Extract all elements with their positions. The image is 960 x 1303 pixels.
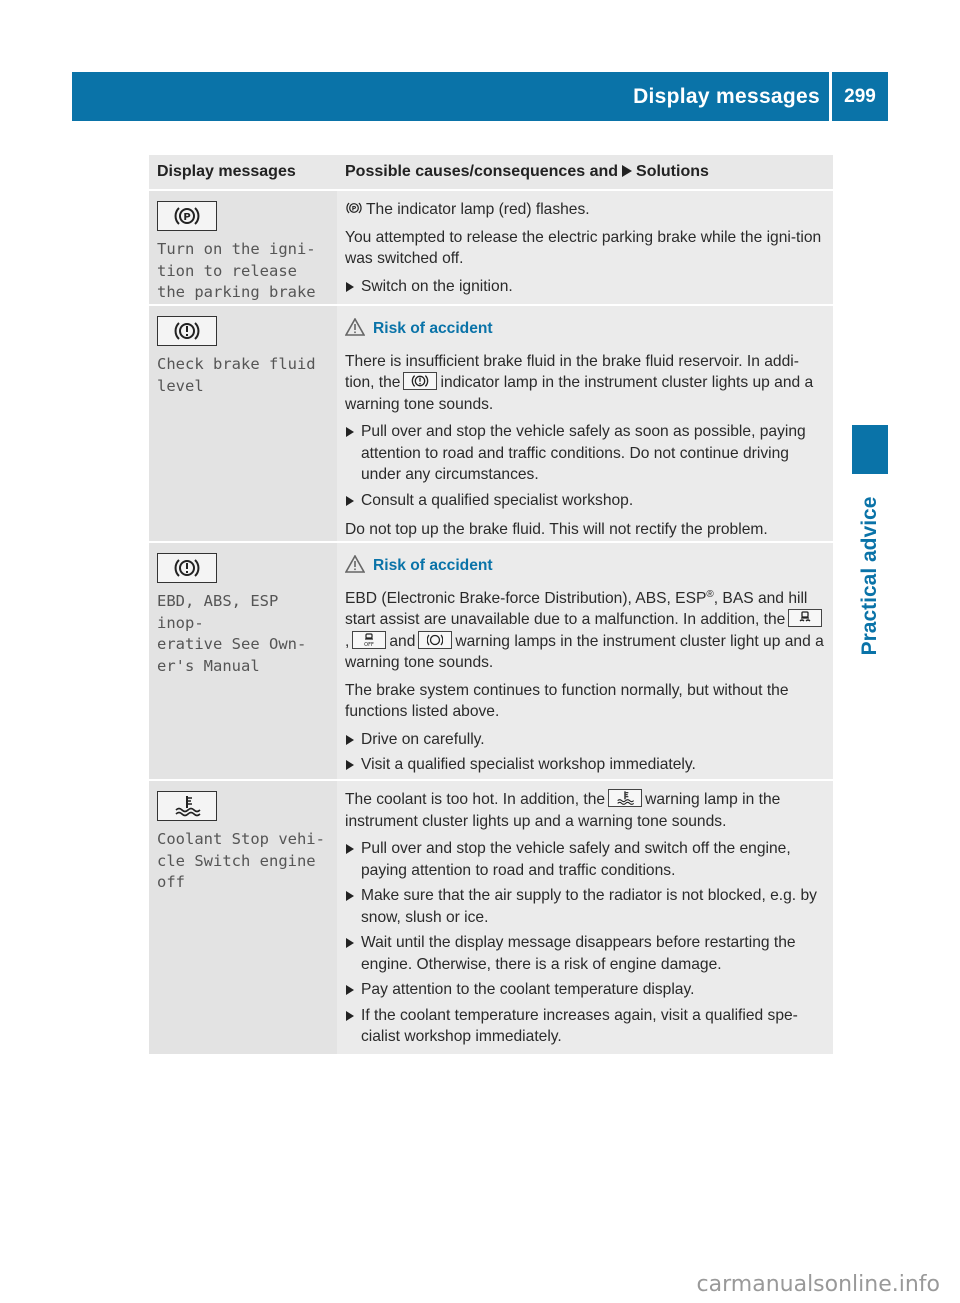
svg-text:OFF: OFF bbox=[364, 641, 375, 647]
abs-warning-icon bbox=[418, 631, 452, 649]
display-message-cell bbox=[149, 191, 337, 304]
table-row bbox=[149, 191, 833, 306]
brake-warning-icon bbox=[157, 316, 217, 346]
brake-warning-icon bbox=[157, 553, 217, 583]
display-message-text: Coolant Stop vehi- cle Switch engine off bbox=[157, 830, 325, 891]
parking-brake-icon bbox=[345, 199, 363, 217]
parking-brake-icon bbox=[157, 201, 217, 231]
solution-cell: Risk of accident EBD (Electronic Brake-force Distribution), ABS, ESP®, BAS and hill start assist are unavailable due to a malfunction. In addition, the , OFF and warning lamps in the instrument cluster light up and a warning tone sounds. The brake system continues to function normally, but without the functions listed above. Drive on carefully. Visit a qualified specialist workshop immediately. bbox=[337, 543, 833, 779]
risk-warning: Risk of accident bbox=[345, 318, 826, 343]
display-messages-table bbox=[149, 155, 833, 1054]
coolant-temperature-icon bbox=[608, 789, 642, 807]
table-row bbox=[149, 543, 833, 781]
svg-text:P: P bbox=[183, 212, 191, 223]
header-title: Display messages bbox=[633, 85, 820, 108]
solution-cell: The coolant is too hot. In addition, the warning lamp in the instrument cluster lights up and a warning tone sounds. Pull over and stop the vehicle safely and switch off the engine, paying attention to road and traffic conditions. Make sure that the air supply to the radiator is not blocked, e.g. by snow, slush or ice. Wait until the display message disappears before restarting the engine. Otherwise, there is a risk of engine damage. Pay attention to the coolant temperature display. If the coolant temperature increases again, visit a qualified spe-cialist workshop immediately. bbox=[337, 781, 833, 1054]
risk-warning: Risk of accident bbox=[345, 555, 826, 580]
page-header bbox=[72, 72, 888, 121]
esp-warning-icon bbox=[788, 609, 822, 627]
page-number: 299 bbox=[844, 86, 876, 107]
warning-triangle-icon bbox=[345, 555, 365, 580]
warning-triangle-icon bbox=[345, 318, 365, 343]
col-header-display-messages: Display messages bbox=[157, 163, 296, 180]
display-message-cell bbox=[149, 543, 337, 779]
table-row bbox=[149, 781, 833, 1054]
table-header bbox=[149, 155, 833, 191]
display-message-text: EBD, ABS, ESP inop- erative See Own- er's Manual bbox=[157, 592, 307, 675]
svg-text:P: P bbox=[351, 205, 357, 213]
arrow-icon bbox=[622, 165, 632, 177]
esp-off-warning-icon bbox=[352, 631, 386, 649]
display-message-cell bbox=[149, 781, 337, 1054]
side-tab-marker bbox=[852, 425, 888, 474]
col-header-causes-solutions: Possible causes/consequences and Solutions bbox=[345, 163, 709, 180]
side-section-label: Practical advice bbox=[858, 496, 881, 656]
watermark: carmanualsonline.info bbox=[696, 1272, 940, 1297]
display-message-text: Turn on the igni- tion to release the parking brake bbox=[157, 240, 316, 301]
table-row bbox=[149, 306, 833, 543]
brake-warning-icon bbox=[403, 372, 437, 390]
solution-cell: P The indicator lamp (red) flashes. You attempted to release the electric parking brake while the igni-tion was switched off. Switch on the ignition. bbox=[337, 191, 833, 304]
display-message-text: Check brake fluid level bbox=[157, 355, 316, 395]
solution-cell: Risk of accident There is insufficient brake fluid in the brake fluid reservoir. In addi-tion, the indicator lamp in the instrument cluster lights up and a warning tone sounds. Pull over and stop the vehicle safely as soon as possible, paying attention to road and traffic conditions. Do not continue driving under any circumstances. Consult a qualified specialist workshop. Do not top up the brake fluid. This will not rectify the problem. bbox=[337, 306, 833, 541]
display-message-cell bbox=[149, 306, 337, 541]
coolant-temperature-icon bbox=[157, 791, 217, 821]
